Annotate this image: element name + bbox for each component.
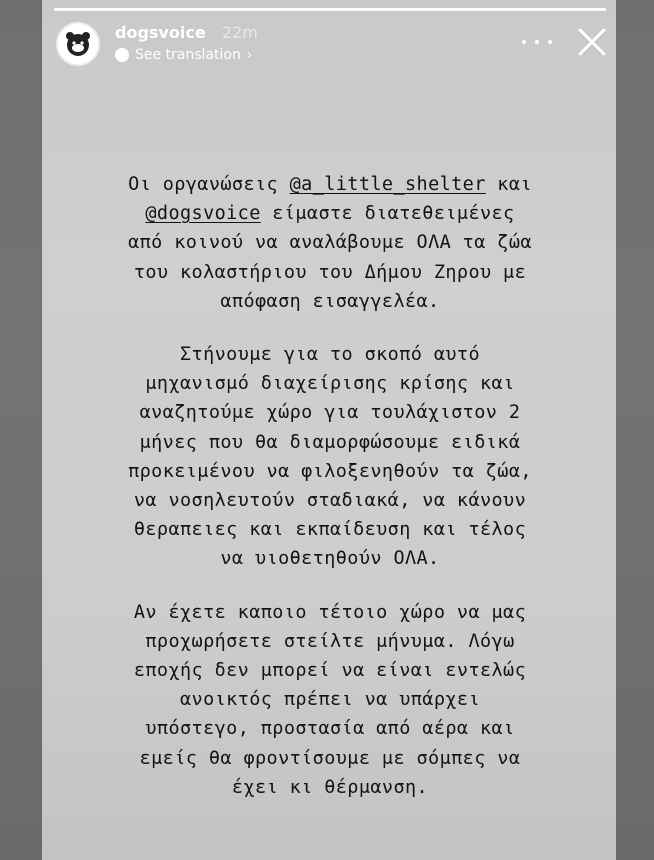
more-dots-icon: [548, 40, 552, 44]
story-text-segment: Οι οργανώσεις: [128, 174, 290, 195]
story-text: [70, 170, 590, 826]
story-progress-fill: [54, 8, 606, 11]
story-line: [145, 373, 514, 394]
story-text-segment: έχει κι θέρμανση.: [231, 776, 429, 798]
story-text-segment: είμαστε διατεθειμένες: [260, 203, 515, 225]
story-line: [180, 344, 480, 365]
story-text-segment: να υιοθετηθούν ΟΛΑ.: [220, 548, 440, 570]
story-line: [232, 777, 428, 798]
avatar[interactable]: [56, 22, 100, 66]
story-line: [134, 262, 526, 283]
story-line: [140, 748, 521, 769]
story-paragraph: [70, 598, 590, 802]
story-line: [220, 548, 439, 569]
story-text-segment: προκειμένου να φιλοξενηθούν τα ζώα,: [128, 460, 532, 482]
story-text-segment: θεραπειες και εκπαίδευση και τέλος: [133, 519, 527, 541]
story-text-segment: μήνες που θα διαμορφώσουμε ειδικά: [139, 431, 521, 453]
story-text-segment: από κοινού να αναλάβουμε ΟΛΑ τα ζώα: [128, 232, 532, 254]
story-line: [145, 631, 514, 652]
story-line: [145, 718, 514, 739]
dog-logo-icon: [64, 30, 92, 58]
see-translation-link[interactable]: [115, 45, 252, 65]
story-text-segment: απόφαση εισαγγελέα.: [220, 290, 440, 312]
story-text-segment: μηχανισμό διαχείρισης κρίσης και: [145, 373, 515, 395]
story-text-segment: υπόστεγο, προστασία από αέρα και: [145, 718, 515, 740]
story-text-segment: εμείς θα φροντίσουμε με σόμπες να: [139, 747, 521, 769]
story-header: [56, 22, 612, 70]
more-dots-icon: [535, 40, 539, 44]
story-line: [180, 689, 480, 710]
mention-link[interactable]: @dogsvoice: [145, 203, 261, 225]
story-progress-bar: [54, 8, 606, 11]
story-line: [128, 461, 532, 482]
story-line: [134, 490, 526, 511]
story-line: [140, 432, 521, 453]
story-text-segment: ανοικτός πρέπει να υπάρχει: [180, 689, 480, 711]
more-dots-icon: [522, 40, 526, 44]
story-line: [134, 519, 526, 540]
globe-icon: [115, 48, 129, 62]
story-line: [134, 660, 526, 681]
story-line: [140, 402, 521, 423]
see-translation-label: See translation: [135, 47, 241, 63]
chevron-right-icon: ›: [246, 47, 253, 63]
story-line: [220, 291, 439, 312]
story-text-segment: εποχής δεν μπορεί να είναι εντελώς: [133, 660, 527, 682]
close-icon[interactable]: [574, 24, 610, 60]
story-text-segment: αναζητούμε χώρο για τουλάχιστον 2: [139, 402, 521, 424]
mention-link[interactable]: @a_little_shelter: [289, 174, 486, 195]
story-line: [128, 174, 532, 195]
story-paragraph: [70, 340, 590, 574]
story-text-segment: Αν έχετε καποιο τέτοιο χώρο να μας: [133, 601, 527, 623]
story-paragraph: [70, 170, 590, 316]
story-text-segment: να νοσηλευτούν σταδιακά, να κάνουν: [133, 490, 527, 512]
story-text-segment: προχωρήσετε στείλτε μήνυμα. Λόγω: [145, 630, 515, 652]
story-text-segment: του κολαστήριου του Δήμου Ζηρου με: [133, 261, 527, 283]
timestamp: 22m: [222, 23, 258, 42]
story-text-segment: Στήνουμε για το σκοπό αυτό: [180, 344, 480, 366]
username[interactable]: dogsvoice: [115, 23, 206, 42]
story-text-segment: και: [485, 174, 532, 195]
story-line: [145, 203, 514, 224]
more-options-button[interactable]: [522, 30, 552, 54]
story-line: [128, 232, 532, 253]
story-line: [134, 602, 526, 623]
